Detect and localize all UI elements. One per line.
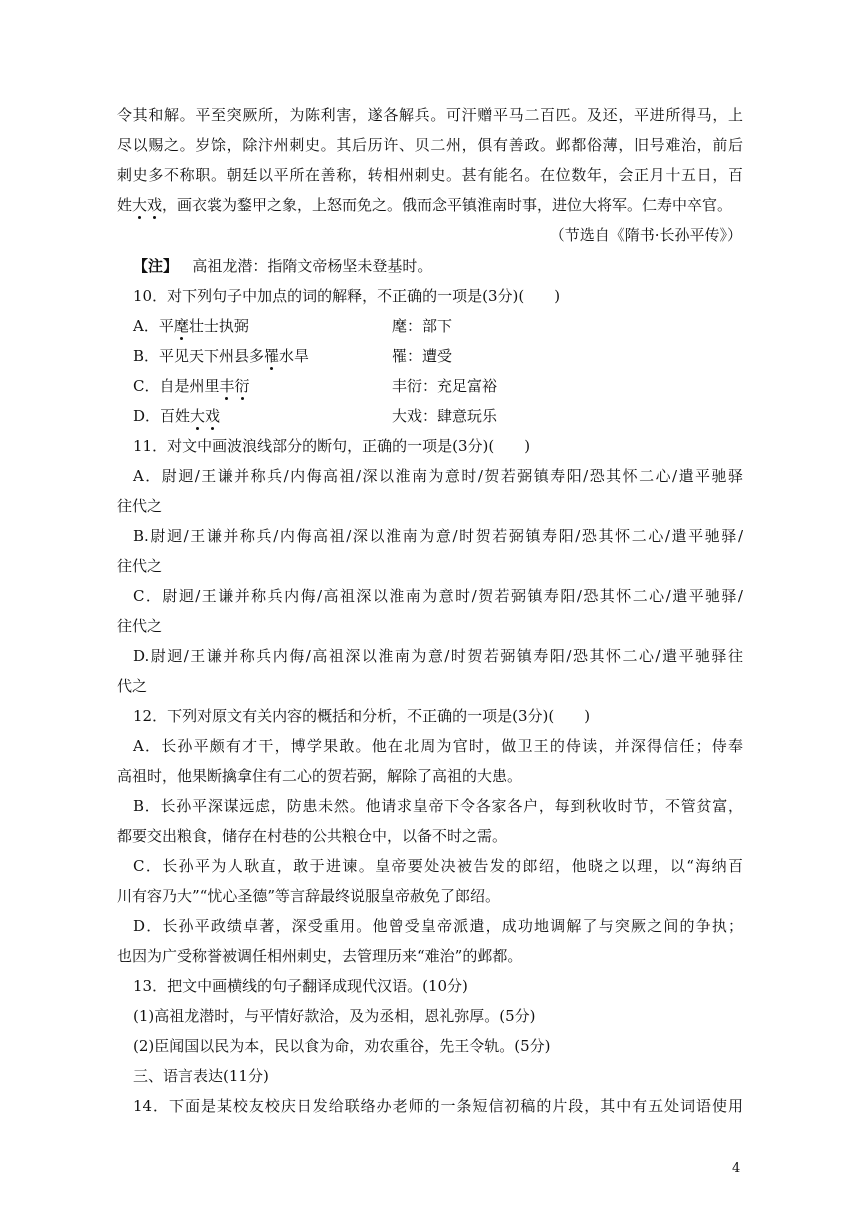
dotted-char: 大 — [132, 196, 148, 214]
dotted-char: 丰 — [219, 377, 235, 395]
dotted-char: 衍 — [234, 377, 250, 395]
option-text: B．平见天下州县多 — [133, 347, 265, 365]
question-12-stem: 12．下列对原文有关内容的概括和分析，不正确的一项是(3分)( ) — [133, 707, 591, 725]
question-10-option-c — [133, 376, 250, 396]
passage-line-2: 尽以赐之。岁馀，除汴州刺史。其后历许、贝二州，俱有善政。邺都俗薄，旧号难治，前后 — [117, 136, 743, 154]
option-text: D．百姓 — [133, 407, 191, 425]
note-label: 【注】 — [133, 257, 179, 275]
question-11-option-b-cont: 往代之 — [117, 557, 163, 575]
passage-line-4 — [117, 195, 732, 215]
dotted-char: 戏 — [147, 196, 163, 214]
section-heading: 三、语言表达(11分) — [133, 1067, 269, 1085]
question-11-option-a-cont: 往代之 — [117, 497, 163, 515]
question-11-stem: 11．对文中画波浪线部分的断句，正确的一项是(3分)( ) — [133, 437, 531, 455]
option-text: C．自是州里 — [133, 377, 220, 395]
dotted-char: 大 — [190, 407, 206, 425]
question-12-option-b: B．长孙平深谋远虑，防患未然。他请求皇帝下令各家各户，每到秋收时节，不管贫富， — [133, 797, 743, 815]
note — [133, 256, 432, 276]
question-10-option-c-def: 丰衍：充足富裕 — [392, 377, 498, 395]
question-13-sentence-1: (1)高祖龙潜时，与平情好款洽，及为丞相，恩礼弥厚。(5分) — [133, 1007, 536, 1025]
passage-line-1: 令其和解。平至突厥所，为陈利害，遂各解兵。可汗赠平马二百匹。及还，平进所得马，上 — [117, 106, 743, 124]
question-12-option-d: D．长孙平政绩卓著，深受重用。他曾受皇帝派遣，成功地调解了与突厥之间的争执； — [133, 917, 743, 935]
dotted-char: 麾 — [173, 317, 189, 335]
question-11-option-c-cont: 往代之 — [117, 617, 163, 635]
question-13-sentence-2: (2)臣闻国以民为本，民以食为命，劝农重谷，先王令轨。(5分) — [133, 1037, 551, 1055]
question-10-option-b — [133, 346, 309, 366]
dotted-char: 罹 — [264, 347, 280, 365]
question-10-option-d-def: 大戏：肆意玩乐 — [392, 407, 498, 425]
question-11-option-d: D.尉迥/王谦并称兵内侮/高祖深以淮南为意/时贺若弼镇寿阳/恐其怀二心/遣平驰驿往 — [133, 647, 743, 665]
passage-source: （节选自《隋书·长孙平传》） — [549, 226, 742, 244]
question-12-option-a: A．长孙平颇有才干，博学果敢。他在北周为官时，做卫王的侍读，并深得信任；侍奉 — [133, 737, 743, 755]
question-10-option-a — [133, 316, 249, 336]
question-13-stem: 13．把文中画横线的句子翻译成现代汉语。(10分) — [133, 977, 468, 995]
option-text: 水旱 — [279, 347, 310, 365]
option-text: A．平 — [133, 317, 174, 335]
question-12-option-b-cont: 都要交出粮食，储存在村巷的公共粮仓中，以备不时之需。 — [117, 827, 508, 845]
question-14-stem: 14．下面是某校友校庆日发给联络办老师的一条短信初稿的片段，其中有五处词语使用 — [133, 1097, 743, 1115]
question-11-option-b: B.尉迥/王谦并称兵/内侮高祖/深以淮南为意/时贺若弼镇寿阳/恐其怀二心/遣平驰驿/ — [133, 527, 743, 545]
question-12-option-c-cont: 川有容乃大”“忧心圣德”等言辞最终说服皇帝赦免了郎绍。 — [117, 887, 501, 905]
question-10-option-d — [133, 406, 220, 426]
question-10-option-a-def: 麾：部下 — [392, 317, 453, 335]
note-text: 高祖龙潜：指隋文帝杨坚未登基时。 — [192, 257, 433, 275]
question-10-stem: 10．对下列句子中加点的词的解释，不正确的一项是(3分)( ) — [133, 287, 561, 305]
passage-line-3: 刺史多不称职。朝廷以平所在善称，转相州刺史。甚有能名。在位数年，会正月十五日，百 — [117, 166, 743, 184]
question-12-option-a-cont: 高祖时，他果断擒拿住有二心的贺若弼，解除了高祖的大患。 — [117, 767, 523, 785]
question-11-option-a: A．尉迥/王谦并称兵/内侮高祖/深以淮南为意时/贺若弼镇寿阳/恐其怀二心/遣平驰驿 — [133, 467, 743, 485]
passage-text: ，画衣裳为鍪甲之象，上怒而免之。俄而念平镇淮南时事，进位大将军。仁寿中卒官。 — [162, 196, 733, 214]
option-text: 壮士执弼 — [188, 317, 249, 335]
question-11-option-d-cont: 代之 — [117, 677, 148, 695]
page-number: 4 — [732, 1161, 741, 1176]
question-12-option-d-cont: 也因为广受称誉被调任相州刺史，去管理历来“难治”的邺都。 — [117, 947, 523, 965]
dotted-char: 戏 — [205, 407, 221, 425]
question-11-option-c: C．尉迥/王谦并称兵内侮/高祖深以淮南为意时/贺若弼镇寿阳/恐其怀二心/遣平驰驿/ — [133, 587, 743, 605]
passage-text: 姓 — [117, 196, 133, 214]
question-10-option-b-def: 罹：遭受 — [392, 347, 453, 365]
question-12-option-c: C．长孙平为人耿直，敢于进谏。皇帝要处决被告发的郎绍，他晓之以理，以“海纳百 — [133, 857, 743, 875]
